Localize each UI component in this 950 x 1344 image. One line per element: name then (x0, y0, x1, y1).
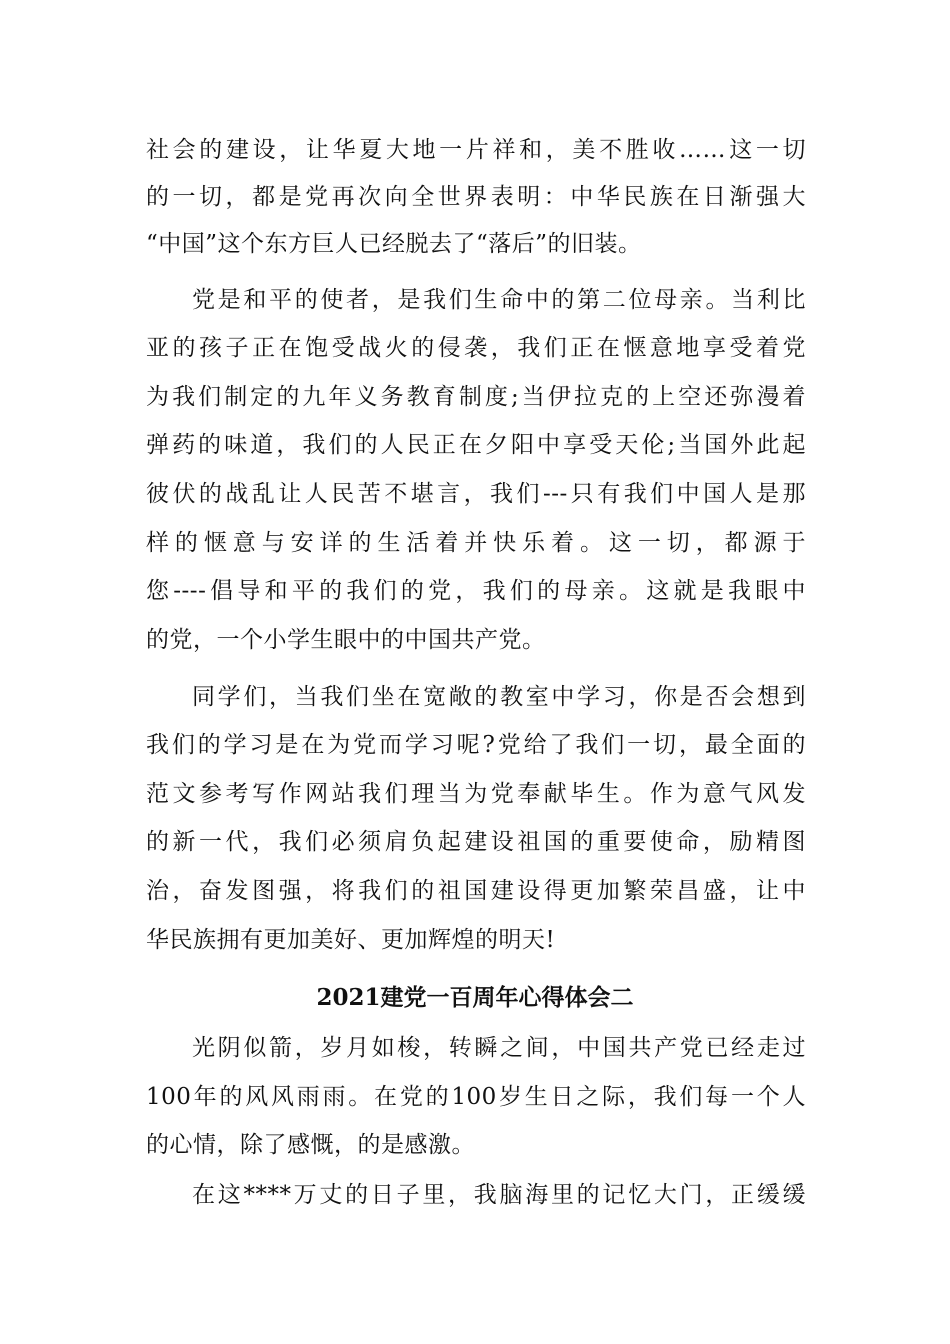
paragraph-line: 社会的建设，让华夏大地一片祥和，美不胜收……这一切 (146, 137, 806, 163)
paragraph-line: 治，奋发图强，将我们的祖国建设得更加繁荣昌盛，让中 (146, 878, 806, 904)
paragraph-line: 的新一代，我们必须肩负起建设祖国的重要使命，励精图 (146, 829, 806, 855)
paragraph-line: 光阴似箭，岁月如梭，转瞬之间，中国共产党已经走过 (192, 1035, 806, 1061)
paragraph-line: 样的惬意与安详的生活着并快乐着。这一切，都源于 (146, 530, 806, 556)
paragraph-line: 在这****万丈的日子里，我脑海里的记忆大门，正缓缓 (192, 1182, 806, 1208)
paragraph-line: 为我们制定的九年义务教育制度;当伊拉克的上空还弥漫着 (146, 384, 806, 410)
paragraph-line: 范文参考写作网站我们理当为党奉献毕生。作为意气风发 (146, 781, 806, 807)
paragraph-line: 亚的孩子正在饱受战火的侵袭，我们正在惬意地享受着党 (146, 335, 806, 361)
paragraph-line: 的党，一个小学生眼中的中国共产党。 (146, 627, 546, 653)
paragraph-line: 的一切，都是党再次向全世界表明：中华民族在日渐强大 (146, 184, 806, 210)
paragraph-line: “中国”这个东方巨人已经脱去了“落后”的旧装。 (146, 231, 642, 257)
paragraph-line: 的心情，除了感慨，的是感激。 (146, 1132, 475, 1158)
paragraph-line: 弹药的味道，我们的人民正在夕阳中享受天伦;当国外此起 (146, 432, 806, 458)
paragraph-line: 我们的学习是在为党而学习呢?党给了我们一切，最全面的 (146, 732, 806, 758)
paragraph-line: 100年的风风雨雨。在党的100岁生日之际，我们每一个人 (146, 1084, 806, 1110)
paragraph-line: 党是和平的使者，是我们生命中的第二位母亲。当利比 (192, 287, 806, 313)
paragraph-line: 彼伏的战乱让人民苦不堪言，我们---只有我们中国人是那 (146, 481, 806, 507)
section-heading: 2021建党一百周年心得体会二 (316, 984, 634, 1011)
paragraph-line: 您----倡导和平的我们的党，我们的母亲。这就是我眼中 (146, 578, 806, 604)
paragraph-line: 同学们，当我们坐在宽敞的教室中学习，你是否会想到 (192, 684, 806, 710)
paragraph-line: 华民族拥有更加美好、更加辉煌的明天! (146, 927, 556, 953)
